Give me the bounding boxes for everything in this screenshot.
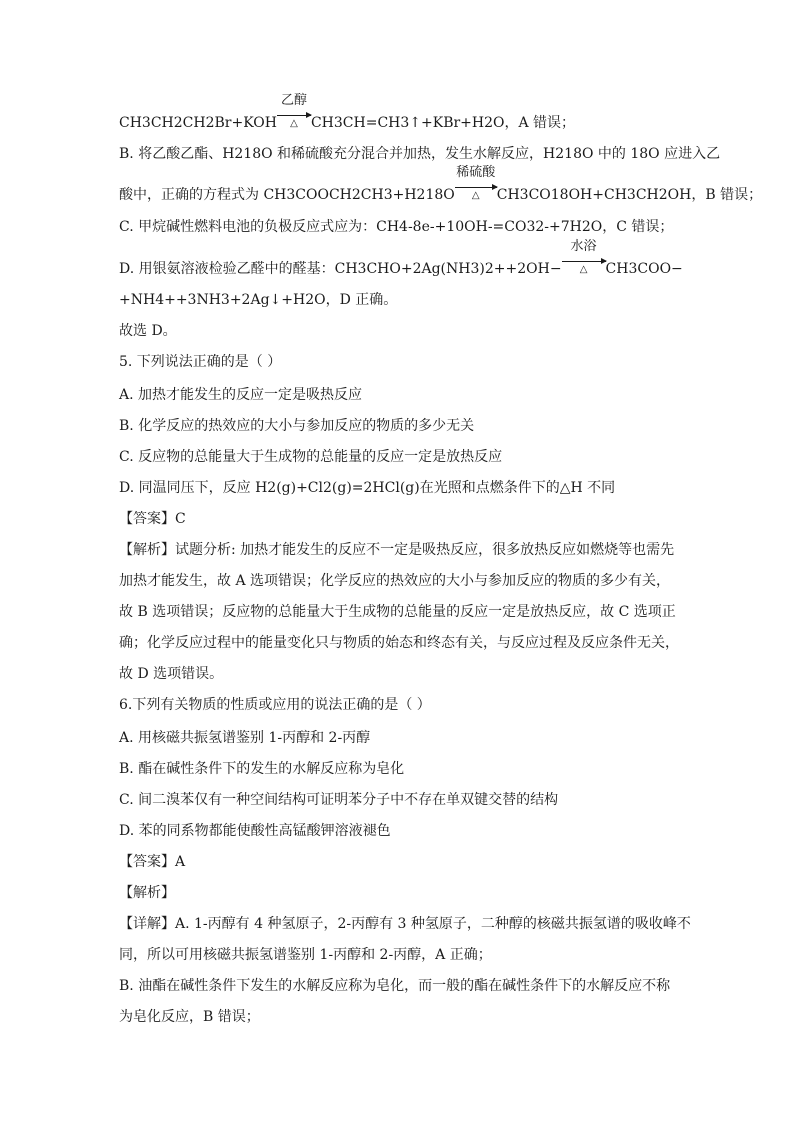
paragraph-c: C. 甲烷碱性燃料电池的负极反应式应为：CH4-8e-+10OH-=CO32-+7H2O，C 错误； [119, 219, 674, 235]
paragraph-b-line-1: B. 将乙酸乙酯、H218O 和稀硫酸充分混合并加热，发生水解反应，H218O 中的 18O 应进入乙 [119, 146, 721, 162]
question-6-detail-line: B. 油酯在碱性条件下发生的水解反应称为皂化，而一般的酯在碱性条件下的水解反应不称 [119, 978, 671, 994]
conclusion: 故选 D。 [119, 323, 177, 339]
equation-products: CH3CO18OH+CH3CH2OH，B 错误； [496, 187, 763, 203]
equation-products: CH3COO− [605, 261, 683, 277]
question-6-option-d: D. 苯的同系物都能使酸性高锰酸钾溶液褪色 [119, 823, 391, 839]
equation-line-1 [119, 93, 576, 132]
question-6-option-c: C. 间二溴苯仅有一种空间结构可证明苯分子中不存在单双键交替的结构 [119, 792, 559, 808]
question-5-analysis-line: 确；化学反应过程中的能量变化只与物质的始态和终态有关，与反应过程及反应条件无关， [119, 635, 679, 651]
question-6-detail-line: 【详解】A. 1-丙醇有 4 种氢原子，2-丙醇有 3 种氢原子，二种醇的核磁共振氢谱的吸收峰不 [119, 916, 691, 932]
question-6-detail-line: 同，所以可用核磁共振氢谱鉴别 1-丙醇和 2-丙醇，A 正确； [119, 947, 492, 963]
reaction-condition-arrow [562, 239, 606, 275]
arrow [562, 261, 606, 262]
question-5-stem: 5. 下列说法正确的是（ ） [119, 354, 282, 370]
question-6-option-b: B. 酯在碱性条件下的发生的水解反应称为皂化 [119, 761, 405, 777]
condition-text: 乙醇 [280, 93, 307, 108]
equation-reactants: D. 用银氨溶液检验乙醛中的醛基：CH3CHO+2Ag(NH3)2++2OH− [119, 261, 562, 277]
condition-text: 水浴 [570, 239, 597, 254]
question-5-option-a: A. 加热才能发生的反应一定是吸热反应 [119, 387, 363, 403]
equation-line-2 [119, 165, 763, 204]
question-5-option-d: D. 同温同压下，反应 H2(g)+Cl2(g)=2HCl(g)在光照和点燃条件下的△H 不同 [119, 480, 616, 496]
heat-symbol: △ [579, 264, 588, 275]
question-5-analysis-line: 故 B 选项错误；反应物的总能量大于生成物的总能量的反应一定是放热反应，故 C 选项正 [119, 604, 676, 620]
heat-symbol: △ [471, 190, 480, 201]
heat-symbol: △ [290, 118, 298, 129]
equation-products: CH3CH=CH3↑+KBr+H2O，A 错误； [310, 115, 576, 131]
arrow [277, 115, 311, 116]
question-5-analysis-line: 加热才能发生，故 A 选项错误；化学反应的热效应的大小与参加反应的物质的多少有关， [119, 573, 671, 589]
reaction-condition-arrow [277, 93, 311, 129]
question-6-detail-line: 为皂化反应，B 错误； [119, 1009, 260, 1025]
question-5-answer: 【答案】C [119, 511, 186, 527]
equation-reactants: 酸中，正确的方程式为 CH3COOCH2CH3+H218O [119, 187, 455, 203]
equation-reactants: CH3CH2CH2Br+KOH [119, 115, 277, 131]
equation-continuation: +NH4++3NH3+2Ag↓+H2O，D 正确。 [119, 292, 398, 308]
reaction-condition-arrow [455, 165, 497, 201]
equation-line-3 [119, 239, 683, 278]
arrow [455, 187, 497, 188]
question-6-stem: 6.下列有关物质的性质或应用的说法正确的是（ ） [119, 697, 431, 713]
question-5-analysis-line: 故 D 选项错误。 [119, 666, 224, 682]
question-6-answer: 【答案】A [119, 854, 186, 870]
condition-text: 稀硫酸 [456, 165, 496, 180]
question-5-option-b: B. 化学反应的热效应的大小与参加反应的物质的多少无关 [119, 418, 475, 434]
question-5-option-c: C. 反应物的总能量大于生成物的总能量的反应一定是放热反应 [119, 449, 503, 465]
question-5-analysis-line: 【解析】试题分析: 加热才能发生的反应不一定是吸热反应，很多放热反应如燃烧等也需先 [119, 542, 675, 558]
question-6-analysis-heading: 【解析】 [119, 885, 175, 901]
question-6-option-a: A. 用核磁共振氢谱鉴别 1-丙醇和 2-丙醇 [119, 730, 371, 746]
